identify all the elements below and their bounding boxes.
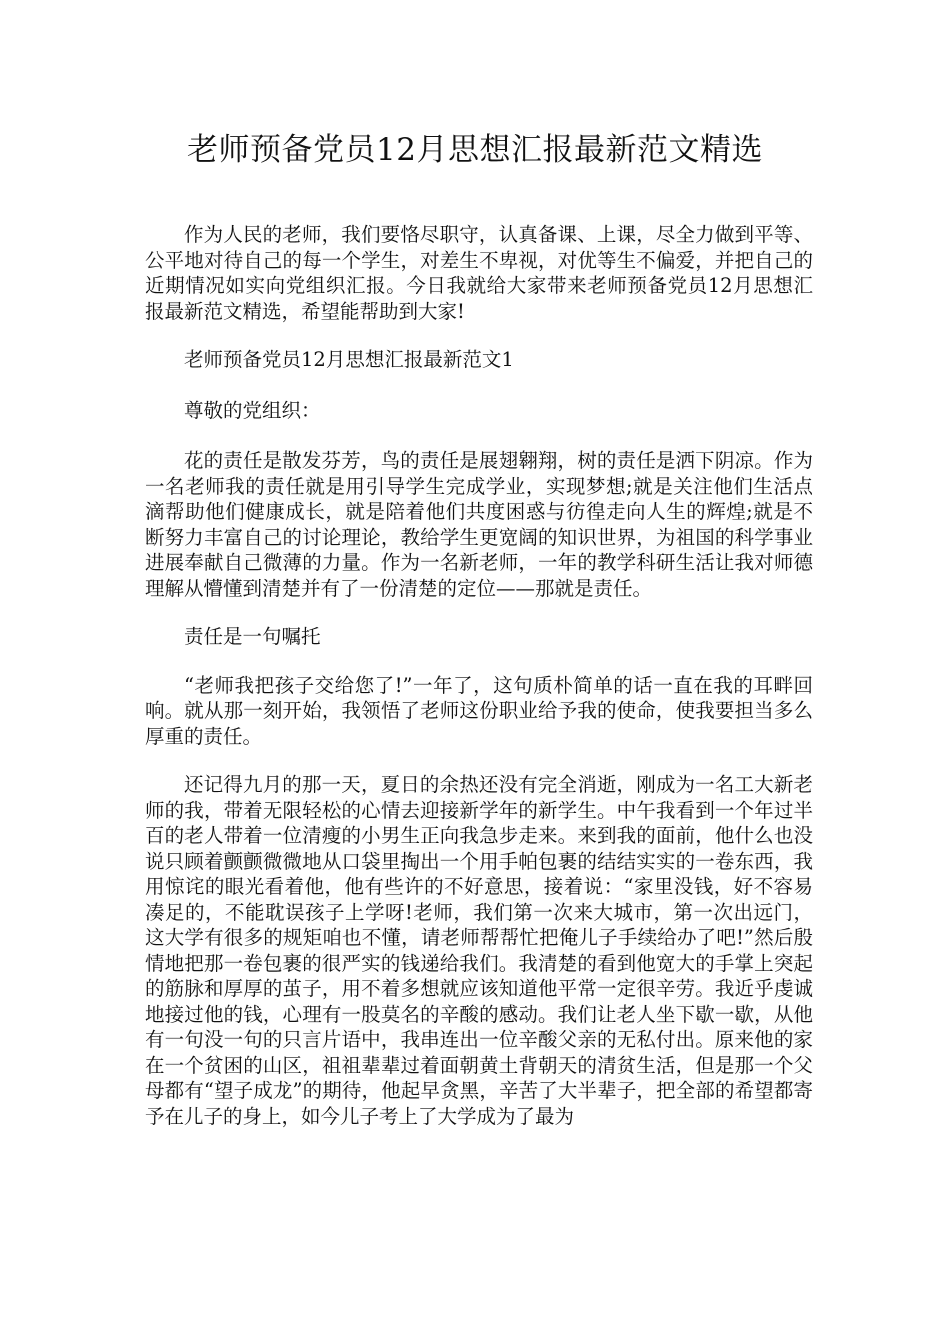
body-paragraph: “老师我把孩子交给您了!”一年了，这句质朴简单的话一直在我的耳畔回响。就从那一刻开始，我领悟了老师这份职业给予我的使命，使我要担当多么厚重的责任。	[145, 673, 813, 748]
document-title: 老师预备党员12月思想汇报最新范文精选	[187, 132, 763, 168]
section-heading: 老师预备党员12月思想汇报最新范文1	[184, 348, 514, 371]
document-body	[145, 222, 813, 1152]
body-paragraph: 花的责任是散发芬芳，鸟的责任是展翅翱翔，树的责任是洒下阴凉。作为一名老师我的责任就是用引导学生完成学业，实现梦想;就是关注他们生活点滴帮助他们健康成长，就是陪着他们共度困惑与彷徨走向人生的辉煌;就是不断努力丰富自己的讨论理论，教给学生更宽阔的知识世界，为祖国的科学事业进展奉献自己微薄的力量。作为一名新老师，一年的教学科研生活让我对师德理解从懵懂到清楚并有了一份清楚的定位——那就是责任。	[145, 449, 813, 600]
intro-paragraph: 作为人民的老师，我们要恪尽职守，认真备课、上课，尽全力做到平等、公平地对待自己的每一个学生，对差生不卑视，对优等生不偏爱，并把自己的近期情况如实向党组织汇报。今日我就给大家带来老师预备党员12月思想汇报最新范文精选，希望能帮助到大家!	[145, 223, 813, 323]
body-paragraph: 还记得九月的那一天，夏日的余热还没有完全消逝，刚成为一名工大新老师的我，带着无限轻松的心情去迎接新学年的新学生。中午我看到一个年过半百的老人带着一位清瘦的小男生正向我急步走来。来到我的面前，他什么也没说只顾着颤颤微微地从口袋里掏出一个用手帕包裹的结结实实的一卷东西，我用惊诧的眼光看着他，他有些许的不好意思，接着说：“家里没钱，好不容易凑足的，不能耽误孩子上学呀!老师，我们第一次来大城市，第一次出远门，这大学有很多的规矩咱也不懂，请老师帮帮忙把俺儿子手续给办了吧!”然后殷情地把那一卷包裹的很严实的钱递给我们。我清楚的看到他宽大的手掌上突起的筋脉和厚厚的茧子，用不着多想就应该知道他平常一定很辛劳。我近乎虔诚地接过他的钱，心理有一股莫名的辛酸的感动。我们让老人坐下歇一歇，从他有一句没一句的只言片语中，我串连出一位辛酸父亲的无私付出。原来他的家在一个贫困的山区，祖祖辈辈过着面朝黄土背朝天的清贫生活，但是那一个父母都有“望子成龙”的期待，他起早贪黑，辛苦了大半辈子，把全部的希望都寄予在儿子的身上，如今儿子考上了大学成为了最为	[145, 773, 813, 1128]
subheading: 责任是一句嘱托	[184, 625, 321, 648]
salutation: 尊敬的党组织：	[184, 398, 321, 422]
